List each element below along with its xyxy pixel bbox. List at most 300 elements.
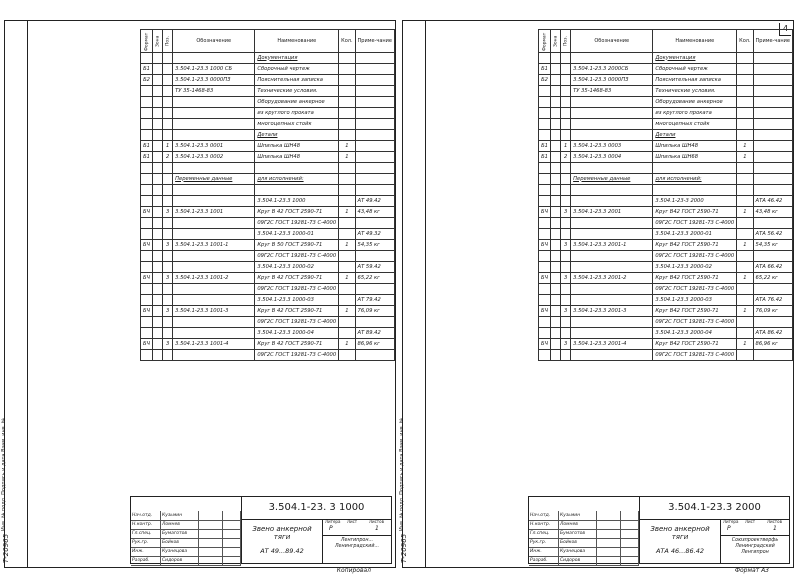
cell-note: АТА 66.42	[753, 262, 792, 273]
cell-qty: 1	[737, 207, 753, 218]
document-name	[639, 519, 721, 563]
table-row	[539, 163, 793, 174]
table-row	[141, 119, 395, 130]
cell-designation: ТУ 35-1468-83	[571, 86, 653, 97]
cell-zone	[551, 317, 561, 328]
litera-cell	[721, 519, 789, 536]
cell-pos	[561, 196, 571, 207]
cell-format: БЧ	[141, 339, 153, 350]
signature-cell	[597, 547, 621, 556]
cell-zone	[551, 185, 561, 196]
cell-name: 09Г2С ГОСТ 19281-73 С-4000	[255, 317, 339, 328]
cell-pos	[561, 174, 571, 185]
cell-name: 3.504.1-23.3 2000-01	[653, 229, 737, 240]
col-pos: Поз.	[163, 30, 173, 53]
table-row	[141, 86, 395, 97]
cell-note	[753, 218, 792, 229]
cell-note	[753, 174, 792, 185]
cell-qty	[339, 174, 355, 185]
signature-grid	[131, 497, 241, 563]
signature-grid	[529, 497, 639, 563]
table-row	[539, 64, 793, 75]
cell-zone	[153, 174, 163, 185]
table-row	[141, 152, 395, 163]
cell-zone	[153, 119, 163, 130]
cell-zone	[153, 350, 163, 361]
date-cell	[621, 547, 639, 556]
table-row	[141, 229, 395, 240]
role-cell: Инж.	[529, 547, 559, 556]
cell-name: Круг В42 ГОСТ 2590-71	[653, 207, 737, 218]
name-cell: Кузнецова	[161, 547, 199, 556]
sheets-label: Листов	[369, 519, 384, 524]
stamp-strip	[399, 21, 425, 567]
cell-qty	[339, 218, 355, 229]
cell-qty	[339, 108, 355, 119]
role-cell: Инж.	[131, 547, 161, 556]
cell-zone	[551, 240, 561, 251]
date-cell	[223, 529, 241, 538]
cell-qty	[339, 119, 355, 130]
name-cell: Бумаготов	[161, 529, 199, 538]
cell-format	[141, 196, 153, 207]
cell-format: Б2	[539, 75, 551, 86]
cell-pos	[163, 75, 173, 86]
cell-name: Документация	[255, 53, 339, 64]
table-row	[141, 350, 395, 361]
table-row	[539, 97, 793, 108]
cell-note	[753, 53, 792, 64]
cell-name: Круг В42 ГОСТ 2590-71	[653, 339, 737, 350]
cell-qty	[737, 108, 753, 119]
signature-cell	[597, 520, 621, 529]
table-row	[539, 108, 793, 119]
cell-pos: 3	[163, 306, 173, 317]
cell-name: Детали	[653, 130, 737, 141]
cell-format: Б1	[141, 64, 153, 75]
cell-pos: 3	[561, 240, 571, 251]
cell-designation	[173, 350, 255, 361]
specification-table	[140, 29, 395, 361]
cell-designation	[571, 295, 653, 306]
cell-name: Шпилька ШН48	[653, 141, 737, 152]
cell-designation	[173, 119, 255, 130]
litera-label: Литера	[325, 519, 341, 524]
cell-note: 76,09 кг	[355, 306, 394, 317]
cell-qty	[737, 75, 753, 86]
cell-note: АТА 56.42	[753, 229, 792, 240]
table-row	[141, 97, 395, 108]
cell-designation	[571, 53, 653, 64]
table-row	[141, 53, 395, 64]
name-cell: Бойков	[161, 538, 199, 547]
table-row	[539, 240, 793, 251]
cell-name: Круг В42 ГОСТ 2590-71	[653, 273, 737, 284]
cell-name: Технические условия.	[255, 86, 339, 97]
role-cell: Разраб.	[529, 556, 559, 565]
cell-format	[539, 262, 551, 273]
date-cell	[621, 538, 639, 547]
role-cell: Рук.гр.	[131, 538, 161, 547]
cell-format: БЧ	[539, 273, 551, 284]
litera-cell	[323, 519, 391, 536]
date-cell	[223, 538, 241, 547]
cell-zone	[153, 75, 163, 86]
sheets-value: 1	[773, 525, 777, 532]
cell-qty	[339, 284, 355, 295]
table-row	[141, 262, 395, 273]
cell-qty	[339, 97, 355, 108]
cell-qty: 1	[339, 306, 355, 317]
cell-format: БЧ	[539, 339, 551, 350]
name-cell: Ломнев	[161, 520, 199, 529]
cell-name: 09Г2С ГОСТ 19281-73 С-4000	[653, 218, 737, 229]
cell-name: Пояснительная записка	[255, 75, 339, 86]
cell-designation	[173, 328, 255, 339]
table-row	[539, 306, 793, 317]
cell-note: 65,22 кг	[355, 273, 394, 284]
cell-format	[539, 328, 551, 339]
signature-cell	[199, 547, 223, 556]
cell-name: из круглого проката	[255, 108, 339, 119]
cell-designation	[173, 185, 255, 196]
cell-zone	[153, 328, 163, 339]
name-cell: Кузьмин	[161, 511, 199, 520]
cell-format: БЧ	[539, 240, 551, 251]
date-cell	[223, 520, 241, 529]
cell-zone	[153, 185, 163, 196]
cell-name: Оборудование анкерное	[255, 97, 339, 108]
cell-format	[539, 350, 551, 361]
table-row	[539, 141, 793, 152]
table-row	[141, 108, 395, 119]
cell-name: 3.504.1-23.3 1000	[255, 196, 339, 207]
cell-zone	[153, 251, 163, 262]
cell-format	[141, 163, 153, 174]
cell-pos	[163, 218, 173, 229]
cell-format: БЧ	[141, 306, 153, 317]
cell-zone	[153, 317, 163, 328]
cell-name: Технические условия.	[653, 86, 737, 97]
cell-name: Документация	[653, 53, 737, 64]
cell-note	[753, 251, 792, 262]
cell-qty	[737, 295, 753, 306]
cell-designation: 3.504.1-23.3 2001-2	[571, 273, 653, 284]
cell-designation	[571, 350, 653, 361]
cell-zone	[551, 174, 561, 185]
cell-format	[141, 284, 153, 295]
cell-format	[539, 251, 551, 262]
cell-designation	[571, 251, 653, 262]
cell-name: Шпилька ШН48	[255, 141, 339, 152]
cell-pos: 3	[163, 273, 173, 284]
cell-designation	[173, 284, 255, 295]
name-cell: Сидоров	[559, 556, 597, 565]
cell-pos	[561, 251, 571, 262]
cell-designation: 3.504.1-23.3 0000ПЗ	[173, 75, 255, 86]
cell-designation	[571, 130, 653, 141]
table-row	[141, 207, 395, 218]
cell-note: АТ 49.42	[355, 196, 394, 207]
cell-designation	[173, 196, 255, 207]
col-name: Наименование	[653, 30, 737, 53]
cell-note: АТ 49.32	[355, 229, 394, 240]
name-cell: Бойков	[559, 538, 597, 547]
col-note: Приме-чание	[753, 30, 792, 53]
name-cell: Бумаготов	[559, 529, 597, 538]
cell-qty	[737, 262, 753, 273]
cell-note	[355, 130, 394, 141]
cell-qty	[339, 262, 355, 273]
stamp-text: Инв. № подл. Подпись и дата Взам. инв. №	[1, 417, 7, 531]
table-row	[141, 328, 395, 339]
cell-zone	[551, 97, 561, 108]
cell-designation	[173, 317, 255, 328]
cell-name: для исполнений:	[255, 174, 339, 185]
table-row	[141, 240, 395, 251]
cell-zone	[551, 339, 561, 350]
cell-zone	[551, 64, 561, 75]
cell-note	[355, 141, 394, 152]
cell-pos	[163, 64, 173, 75]
cell-designation	[571, 229, 653, 240]
cell-name: Круг В 42 ГОСТ 2590-71	[255, 339, 339, 350]
cell-designation: 3.504.1-23.3 2001-1	[571, 240, 653, 251]
table-row	[539, 350, 793, 361]
cell-format	[539, 53, 551, 64]
cell-format	[141, 174, 153, 185]
stamp-text: Инв. № подл. Подпись и дата Взам. инв. №	[399, 417, 405, 531]
cell-pos	[561, 108, 571, 119]
cell-pos	[163, 163, 173, 174]
cell-designation: 3.504.1-23.3 1001-3	[173, 306, 255, 317]
cell-zone	[153, 130, 163, 141]
col-pos: Поз.	[561, 30, 571, 53]
signature-row	[529, 556, 639, 566]
cell-name: 3.504.1-23.3 2000-04	[653, 328, 737, 339]
table-row	[539, 295, 793, 306]
name-line-2: АТА 46...86.42	[655, 547, 704, 555]
title-block	[528, 496, 790, 574]
cell-qty	[339, 251, 355, 262]
cell-name: Круг В 42 ГОСТ 2590-71	[255, 207, 339, 218]
cell-pos	[163, 328, 173, 339]
cell-format	[141, 328, 153, 339]
organization: Ленгипрон... Ленинградский...	[334, 538, 380, 549]
col-format: Формат	[141, 30, 153, 53]
cell-designation: Переменные данные	[173, 174, 255, 185]
cell-zone	[153, 306, 163, 317]
cell-zone	[551, 306, 561, 317]
cell-format: Б2	[141, 75, 153, 86]
cell-name: многоцепных стойк	[255, 119, 339, 130]
cell-qty	[737, 163, 753, 174]
sheets-label: Листов	[767, 519, 782, 524]
cell-designation: 3.504.1-23.3 0003	[571, 141, 653, 152]
cell-format: БЧ	[141, 273, 153, 284]
table-row	[539, 284, 793, 295]
cell-name: 09Г2С ГОСТ 19281-73 С-4000	[653, 317, 737, 328]
role-cell: Нач.отд.	[529, 511, 559, 520]
table-row	[141, 284, 395, 295]
cell-pos	[163, 53, 173, 64]
cell-zone	[551, 284, 561, 295]
cell-zone	[551, 119, 561, 130]
table-row	[539, 53, 793, 64]
cell-pos	[163, 108, 173, 119]
cell-note: 43,48 кг	[753, 207, 792, 218]
cell-pos	[561, 317, 571, 328]
table-row	[539, 317, 793, 328]
cell-name	[255, 163, 339, 174]
cell-designation	[571, 163, 653, 174]
cell-designation	[173, 53, 255, 64]
header-row	[539, 30, 793, 53]
cell-pos	[561, 350, 571, 361]
cell-name: Сборочный чертеж	[255, 64, 339, 75]
cell-qty: 1	[339, 240, 355, 251]
cell-format	[539, 295, 551, 306]
name-line-2: АТ 49...89.42	[260, 547, 304, 555]
cell-pos: 1	[163, 141, 173, 152]
cell-pos: 3	[561, 339, 571, 350]
cell-qty	[339, 53, 355, 64]
date-cell	[223, 547, 241, 556]
role-cell: Н.контр.	[131, 520, 161, 529]
cell-qty: 1	[737, 306, 753, 317]
cell-qty	[339, 64, 355, 75]
cell-pos: 2	[561, 152, 571, 163]
col-designation: Обозначение	[571, 30, 653, 53]
cell-qty	[737, 174, 753, 185]
cell-qty: 1	[339, 339, 355, 350]
cell-name: 3.504.1-23.3 2000-02	[653, 262, 737, 273]
cell-designation	[173, 97, 255, 108]
cell-pos: 3	[163, 207, 173, 218]
cell-note	[753, 284, 792, 295]
signature-cell	[199, 520, 223, 529]
cell-pos	[561, 328, 571, 339]
signature-cell	[597, 511, 621, 520]
cell-designation: 3.504.1-23.3 1001-2	[173, 273, 255, 284]
table-row	[539, 339, 793, 350]
cell-pos: 1	[561, 141, 571, 152]
table-row	[141, 185, 395, 196]
table-row	[141, 339, 395, 350]
cell-qty: 1	[339, 207, 355, 218]
cell-pos	[561, 218, 571, 229]
cell-note	[753, 108, 792, 119]
cell-zone	[551, 163, 561, 174]
cell-qty	[339, 317, 355, 328]
litera-value: Р	[727, 525, 731, 532]
cell-name: 09Г2С ГОСТ 19281-73 С-4000	[653, 350, 737, 361]
cell-zone	[153, 339, 163, 350]
cell-zone	[551, 86, 561, 97]
cell-designation: Переменные данные	[571, 174, 653, 185]
cell-zone	[153, 196, 163, 207]
cell-pos: 3	[561, 207, 571, 218]
cell-pos	[163, 185, 173, 196]
table-row	[141, 141, 395, 152]
cell-note	[753, 86, 792, 97]
cell-format	[141, 53, 153, 64]
cell-format	[141, 295, 153, 306]
cell-note	[753, 317, 792, 328]
name-cell: Кузьмин	[559, 511, 597, 520]
cell-note	[355, 174, 394, 185]
cell-note: 65,22 кг	[753, 273, 792, 284]
col-note: Приме-чание	[355, 30, 394, 53]
cell-zone	[551, 152, 561, 163]
cell-zone	[153, 295, 163, 306]
cell-name: 3.504.1-23.3 1000-01	[255, 229, 339, 240]
cell-zone	[551, 328, 561, 339]
cell-name: 3.504.1-23.3 1000-03	[255, 295, 339, 306]
cell-zone	[153, 64, 163, 75]
cell-note	[355, 218, 394, 229]
cell-note: 54,35 кг	[355, 240, 394, 251]
cell-designation: 3.504.1-23.3 0001	[173, 141, 255, 152]
cell-name: Круг В42 ГОСТ 2590-71	[653, 240, 737, 251]
cell-pos	[163, 284, 173, 295]
cell-note	[753, 185, 792, 196]
role-cell: Н.контр.	[529, 520, 559, 529]
cell-name: 3.504.1-23.3 1000-02	[255, 262, 339, 273]
cell-note	[753, 141, 792, 152]
cell-format	[141, 262, 153, 273]
cell-qty	[737, 86, 753, 97]
cell-designation	[571, 119, 653, 130]
role-cell: Гл.спец.	[131, 529, 161, 538]
cell-designation	[571, 108, 653, 119]
cell-name: Оборудование анкерное	[653, 97, 737, 108]
date-cell	[621, 556, 639, 565]
cell-zone	[551, 196, 561, 207]
cell-zone	[551, 262, 561, 273]
table-row	[539, 229, 793, 240]
cell-format	[539, 229, 551, 240]
cell-format	[539, 185, 551, 196]
cell-qty	[737, 119, 753, 130]
litera-value: Р	[329, 525, 333, 532]
cell-designation	[173, 163, 255, 174]
name-cell: Сидоров	[161, 556, 199, 565]
copy-label: Копировал	[336, 567, 371, 574]
cell-qty: 1	[737, 240, 753, 251]
table-row	[539, 86, 793, 97]
cell-format: Б1	[539, 64, 551, 75]
cell-pos	[561, 163, 571, 174]
sheets-value: 1	[375, 525, 379, 532]
litera-label: Литера	[723, 519, 739, 524]
cell-pos	[561, 229, 571, 240]
cell-pos	[561, 53, 571, 64]
cell-note: АТ 89.42	[355, 328, 394, 339]
cell-format: БЧ	[539, 306, 551, 317]
cell-zone	[153, 86, 163, 97]
cell-format	[141, 86, 153, 97]
cell-note: АТА 76.42	[753, 295, 792, 306]
cell-designation	[571, 185, 653, 196]
sheet-right	[399, 20, 794, 574]
cell-note	[355, 251, 394, 262]
cell-zone	[551, 273, 561, 284]
cell-name: Детали	[255, 130, 339, 141]
cell-pos	[163, 262, 173, 273]
cell-note: 86,96 кг	[753, 339, 792, 350]
cell-qty: 1	[737, 273, 753, 284]
